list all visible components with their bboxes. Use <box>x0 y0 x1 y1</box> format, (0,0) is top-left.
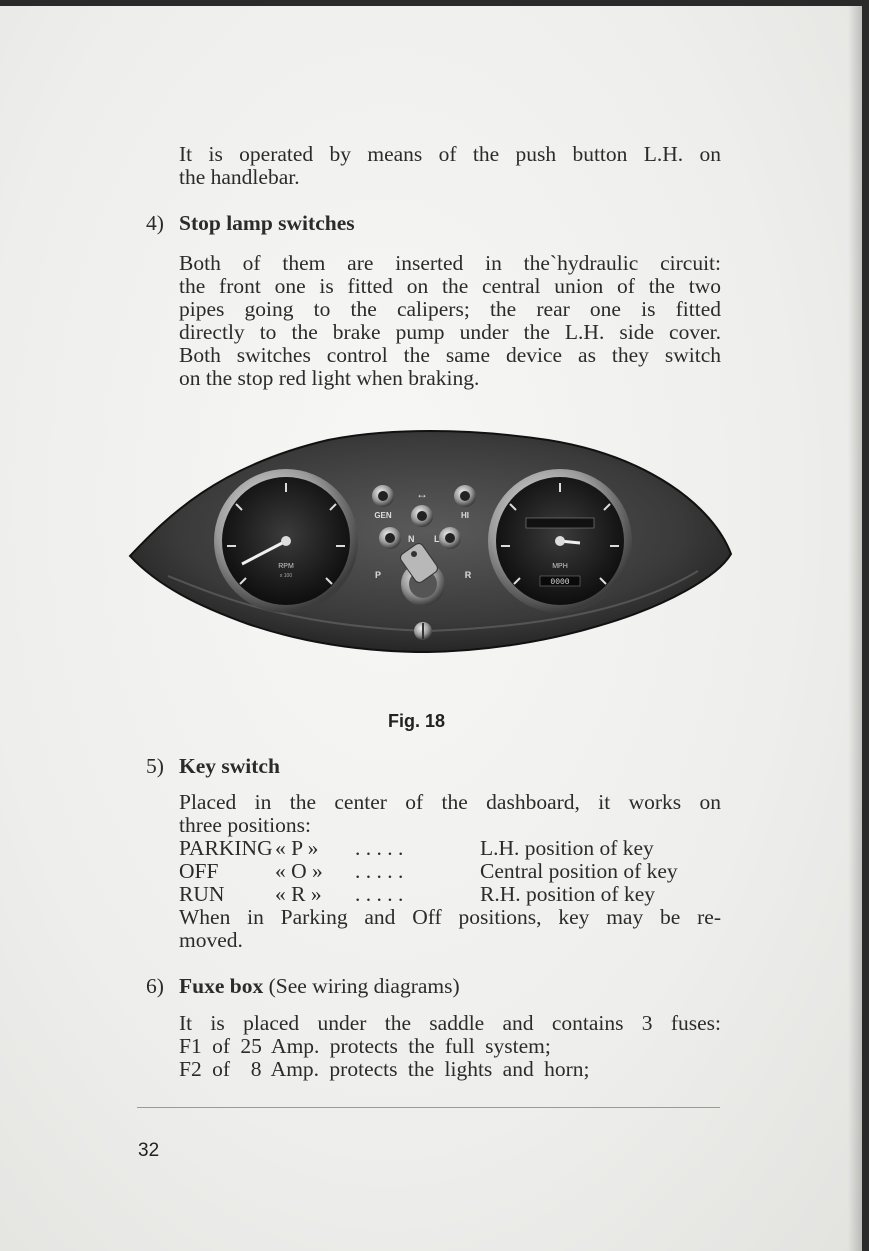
section-4-line: on the stop red light when braking. <box>179 366 480 390</box>
page-edge-shadow <box>848 6 862 1251</box>
section-4-line: the front one is fitted on the central union of the two <box>179 274 721 298</box>
section-4-line: Both of them are inserted in the`hydraulic circuit: <box>179 251 721 275</box>
dashboard-photo <box>128 426 733 656</box>
panel-screw <box>414 622 432 640</box>
odometer-readout: 0000 <box>550 578 570 587</box>
n-label: N <box>408 534 415 544</box>
footer-rule <box>137 1107 720 1108</box>
position-name: OFF <box>179 859 219 883</box>
section-4-line: pipes going to the calipers; the rear one is fitted <box>179 297 721 321</box>
gen-label: GEN <box>374 511 392 520</box>
rpm-label: RPM <box>278 563 294 570</box>
intro-line-2: the handlebar. <box>179 165 300 189</box>
section-4-line: directly to the brake pump under the L.H. side cover. <box>179 320 721 344</box>
l-label: L <box>434 534 440 544</box>
hi-label: HI <box>461 511 469 520</box>
speedometer-gauge <box>488 469 632 613</box>
section-5-note-line-1: When in Parking and Off positions, key may be re- <box>179 905 721 929</box>
section-6-heading-note: (See wiring diagrams) <box>268 974 460 998</box>
section-5-intro-line-1: Placed in the center of the dashboard, it works on <box>179 790 721 814</box>
position-description: R.H. position of key <box>480 882 655 906</box>
mph-label: MPH <box>552 563 568 570</box>
gen-warning-light <box>372 485 394 520</box>
tachometer-gauge <box>214 469 358 613</box>
section-5-number: 5) <box>146 754 164 778</box>
intro-line-1: It is operated by means of the push button L.H. on <box>179 142 721 166</box>
r-label: R <box>464 570 472 580</box>
position-description: Central position of key <box>480 859 678 883</box>
position-dots: . . . . . <box>355 882 404 906</box>
position-description: L.H. position of key <box>480 836 654 860</box>
position-dots: . . . . . <box>355 836 404 860</box>
section-6-line: It is placed under the saddle and contains 3 fuses: <box>179 1011 721 1035</box>
section-6-heading: Fuxe box <box>179 974 264 998</box>
section-5-note-line-2: moved. <box>179 928 243 952</box>
position-dots: . . . . . <box>355 859 404 883</box>
p-label: P <box>374 570 382 580</box>
position-code: « R » <box>275 882 322 906</box>
section-6-line: F1 of 25 Amp. protects the full system; <box>179 1034 551 1058</box>
position-code: « O » <box>275 859 323 883</box>
position-name: RUN <box>179 882 225 906</box>
double-arrow-icon: ↔ <box>416 487 428 501</box>
rpm-sub-label: x 100 <box>279 573 293 579</box>
section-4-number: 4) <box>146 211 164 235</box>
section-4-line: Both switches control the same device as they switch <box>179 343 721 367</box>
figure-caption: Fig. 18 <box>388 711 446 731</box>
position-code: « P » <box>275 836 319 860</box>
section-6-line: F2 of 8 Amp. protects the lights and horn; <box>179 1057 590 1081</box>
manual-page <box>0 6 862 1251</box>
section-6-heading-line <box>179 975 460 998</box>
section-4-heading: Stop lamp switches <box>179 211 355 235</box>
position-name: PARKING <box>179 836 273 860</box>
section-6-number: 6) <box>146 974 164 998</box>
page-number: 32 <box>138 1140 160 1161</box>
section-5-heading: Key switch <box>179 754 280 778</box>
section-5-intro-line-2: three positions: <box>179 813 311 837</box>
